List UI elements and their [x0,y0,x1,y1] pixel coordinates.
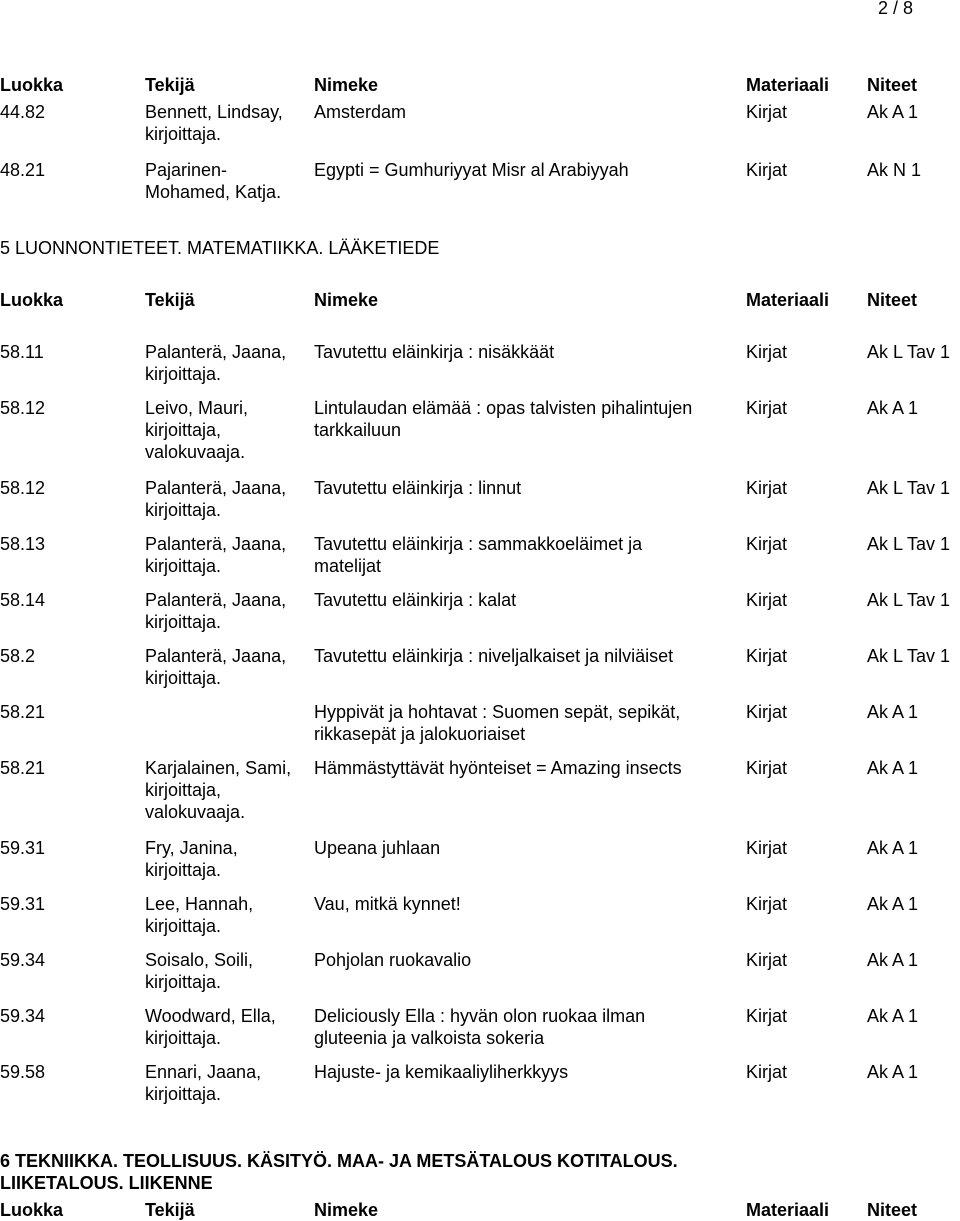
cell-tekija [145,533,310,577]
cell-niteet: Ak A 1 [867,102,919,122]
header-tekija: Tekijä [145,1200,195,1220]
cell-luokka: 58.13 [0,534,46,554]
cell-nimeke [314,893,742,915]
tekija-line: Pajarinen- [145,160,228,180]
tekija-line: valokuvaaja. [145,442,246,462]
header-nimeke: Nimeke [314,290,379,310]
cell-materiaali: Kirjat [746,102,788,122]
table-row [0,477,960,533]
nimeke-line: Deliciously Ella : hyvän olon ruokaa ilman [314,1006,646,1026]
nimeke-line: Tavutettu eläinkirja : kalat [314,590,517,610]
cell-nimeke [314,589,742,611]
table-block-2 [0,341,960,1111]
nimeke-line: Hajuste- ja kemikaaliyliherkkyys [314,1062,569,1082]
nimeke-line: matelijat [314,556,382,576]
header-materiaali: Materiaali [746,1200,830,1220]
table-header-1 [0,74,960,96]
nimeke-line: Hyppivät ja hohtavat : Suomen sepät, sepikät, [314,702,681,722]
table-row [0,533,960,589]
page-number: 2 / 8 [878,0,914,18]
cell-tekija [145,477,310,521]
cell-tekija [145,757,310,823]
nimeke-line: Tavutettu eläinkirja : nisäkkäät [314,342,555,362]
tekija-line: kirjoittaja. [145,916,222,936]
cell-nimeke [314,949,742,971]
tekija-line: kirjoittaja. [145,1084,222,1104]
tekija-line: kirjoittaja. [145,860,222,880]
nimeke-line: Egypti = Gumhuriyyat Misr al Arabiyyah [314,160,629,180]
cell-nimeke [314,397,742,441]
cell-materiaali: Kirjat [746,950,788,970]
tekija-line: Lee, Hannah, [145,894,254,914]
cell-materiaali: Kirjat [746,646,788,666]
header-nimeke: Nimeke [314,75,379,95]
table-row [0,757,960,837]
cell-luokka: 59.58 [0,1062,46,1082]
cell-luokka: 58.11 [0,342,44,362]
cell-niteet: Ak A 1 [867,838,919,858]
cell-niteet: Ak L Tav 1 [867,646,951,666]
cell-tekija [145,645,310,689]
tekija-line: kirjoittaja. [145,612,222,632]
cell-luokka: 58.2 [0,646,36,666]
cell-luokka: 59.34 [0,1006,46,1026]
tekija-line: Mohamed, Katja. [145,182,282,202]
nimeke-line: Hämmästyttävät hyönteiset = Amazing insects [314,758,682,778]
table-row [0,1005,960,1061]
header-materiaali: Materiaali [746,75,830,95]
section-5-title: 5 LUONNONTIETEET. MATEMATIIKKA. LÄÄKETIEDE [0,238,440,258]
table-block-1 [0,101,960,219]
tekija-line: Palanterä, Jaana, [145,478,287,498]
tekija-line: Palanterä, Jaana, [145,646,287,666]
cell-nimeke [314,341,742,363]
table-row [0,589,960,645]
tekija-line: Palanterä, Jaana, [145,590,287,610]
cell-materiaali: Kirjat [746,160,788,180]
tekija-line: Leivo, Mauri, [145,398,249,418]
cell-niteet: Ak A 1 [867,398,919,418]
cell-nimeke [314,645,742,667]
nimeke-line: Tavutettu eläinkirja : niveljalkaiset ja nilviäiset [314,646,674,666]
cell-materiaali: Kirjat [746,534,788,554]
cell-niteet: Ak L Tav 1 [867,534,951,554]
tekija-line: valokuvaaja. [145,802,246,822]
tekija-line: kirjoittaja, [145,780,222,800]
cell-materiaali: Kirjat [746,398,788,418]
header-luokka: Luokka [0,75,64,95]
header-nimeke: Nimeke [314,1200,379,1220]
cell-tekija [145,397,310,463]
nimeke-line: Lintulaudan elämää : opas talvisten pihalintujen [314,398,693,418]
cell-tekija [145,949,310,993]
table-row [0,1061,960,1111]
header-luokka: Luokka [0,290,64,310]
cell-niteet: Ak N 1 [867,160,922,180]
tekija-line: Palanterä, Jaana, [145,534,287,554]
cell-nimeke [314,837,742,859]
table-row [0,159,960,219]
cell-tekija [145,101,310,145]
cell-niteet: Ak A 1 [867,758,919,778]
tekija-line: Ennari, Jaana, [145,1062,262,1082]
cell-tekija [145,837,310,881]
cell-luokka: 58.21 [0,702,46,722]
tekija-line: kirjoittaja. [145,500,222,520]
nimeke-line: gluteenia ja valkoista sokeria [314,1028,545,1048]
cell-luokka: 48.21 [0,160,46,180]
header-tekija: Tekijä [145,290,195,310]
cell-tekija [145,1061,310,1105]
nimeke-line: Tavutettu eläinkirja : sammakkoeläimet ja [314,534,643,554]
tekija-line: Fry, Janina, [145,838,238,858]
cell-nimeke [314,477,742,499]
cell-niteet: Ak A 1 [867,894,919,914]
cell-luokka: 58.14 [0,590,46,610]
header-niteet: Niteet [867,1200,918,1220]
table-row [0,893,960,949]
cell-tekija [145,1005,310,1049]
tekija-line: Karjalainen, Sami, [145,758,292,778]
section-6-title-line-2: LIIKETALOUS. LIIKENNE [0,1173,213,1193]
tekija-line: Woodward, Ella, [145,1006,276,1026]
table-row [0,837,960,893]
table-row [0,701,960,757]
cell-luokka: 59.34 [0,950,46,970]
cell-materiaali: Kirjat [746,590,788,610]
section-6-title-line-1: 6 TEKNIIKKA. TEOLLISUUS. KÄSITYÖ. MAA- JA METSÄTALOUS KOTITALOUS. [0,1151,678,1171]
cell-niteet: Ak L Tav 1 [867,590,951,610]
cell-nimeke [314,101,742,123]
cell-nimeke [314,533,742,577]
table-row [0,101,960,159]
cell-materiaali: Kirjat [746,758,788,778]
tekija-line: Bennett, Lindsay, [145,102,283,122]
tekija-line: kirjoittaja, [145,420,222,440]
table-row [0,949,960,1005]
cell-materiaali: Kirjat [746,702,788,722]
cell-nimeke [314,1005,742,1049]
table-header-2 [0,289,960,311]
cell-niteet: Ak L Tav 1 [867,478,951,498]
table-row [0,397,960,477]
cell-tekija [145,589,310,633]
cell-luokka: 58.12 [0,478,46,498]
cell-luokka: 59.31 [0,838,46,858]
header-niteet: Niteet [867,75,918,95]
cell-materiaali: Kirjat [746,1006,788,1026]
cell-materiaali: Kirjat [746,1062,788,1082]
cell-luokka: 58.21 [0,758,46,778]
tekija-line: Soisalo, Soili, [145,950,254,970]
table-row [0,645,960,701]
cell-materiaali: Kirjat [746,342,788,362]
cell-niteet: Ak A 1 [867,1006,919,1026]
header-materiaali: Materiaali [746,290,830,310]
nimeke-line: Amsterdam [314,102,407,122]
tekija-line: kirjoittaja. [145,668,222,688]
header-niteet: Niteet [867,290,918,310]
cell-niteet: Ak A 1 [867,702,919,722]
cell-luokka: 44.82 [0,102,46,122]
table-header-3 [0,1199,960,1221]
tekija-line: kirjoittaja. [145,556,222,576]
cell-nimeke [314,1061,742,1083]
cell-materiaali: Kirjat [746,478,788,498]
cell-niteet: Ak A 1 [867,1062,919,1082]
tekija-line: kirjoittaja. [145,124,222,144]
nimeke-line: tarkkailuun [314,420,402,440]
cell-materiaali: Kirjat [746,894,788,914]
cell-tekija [145,341,310,385]
tekija-line: Palanterä, Jaana, [145,342,287,362]
cell-luokka: 58.12 [0,398,46,418]
tekija-line: kirjoittaja. [145,364,222,384]
cell-nimeke [314,159,742,181]
cell-nimeke [314,757,742,779]
nimeke-line: Tavutettu eläinkirja : linnut [314,478,522,498]
cell-tekija [145,159,310,203]
nimeke-line: rikkasepät ja jalokuoriaiset [314,724,526,744]
nimeke-line: Vau, mitkä kynnet! [314,894,461,914]
cell-nimeke [314,701,742,745]
nimeke-line: Upeana juhlaan [314,838,441,858]
cell-niteet: Ak L Tav 1 [867,342,951,362]
tekija-line: kirjoittaja. [145,972,222,992]
table-row [0,341,960,397]
cell-tekija [145,893,310,937]
tekija-line: kirjoittaja. [145,1028,222,1048]
cell-materiaali: Kirjat [746,838,788,858]
nimeke-line: Pohjolan ruokavalio [314,950,472,970]
header-luokka: Luokka [0,1200,64,1220]
cell-luokka: 59.31 [0,894,46,914]
cell-niteet: Ak A 1 [867,950,919,970]
header-tekija: Tekijä [145,75,195,95]
